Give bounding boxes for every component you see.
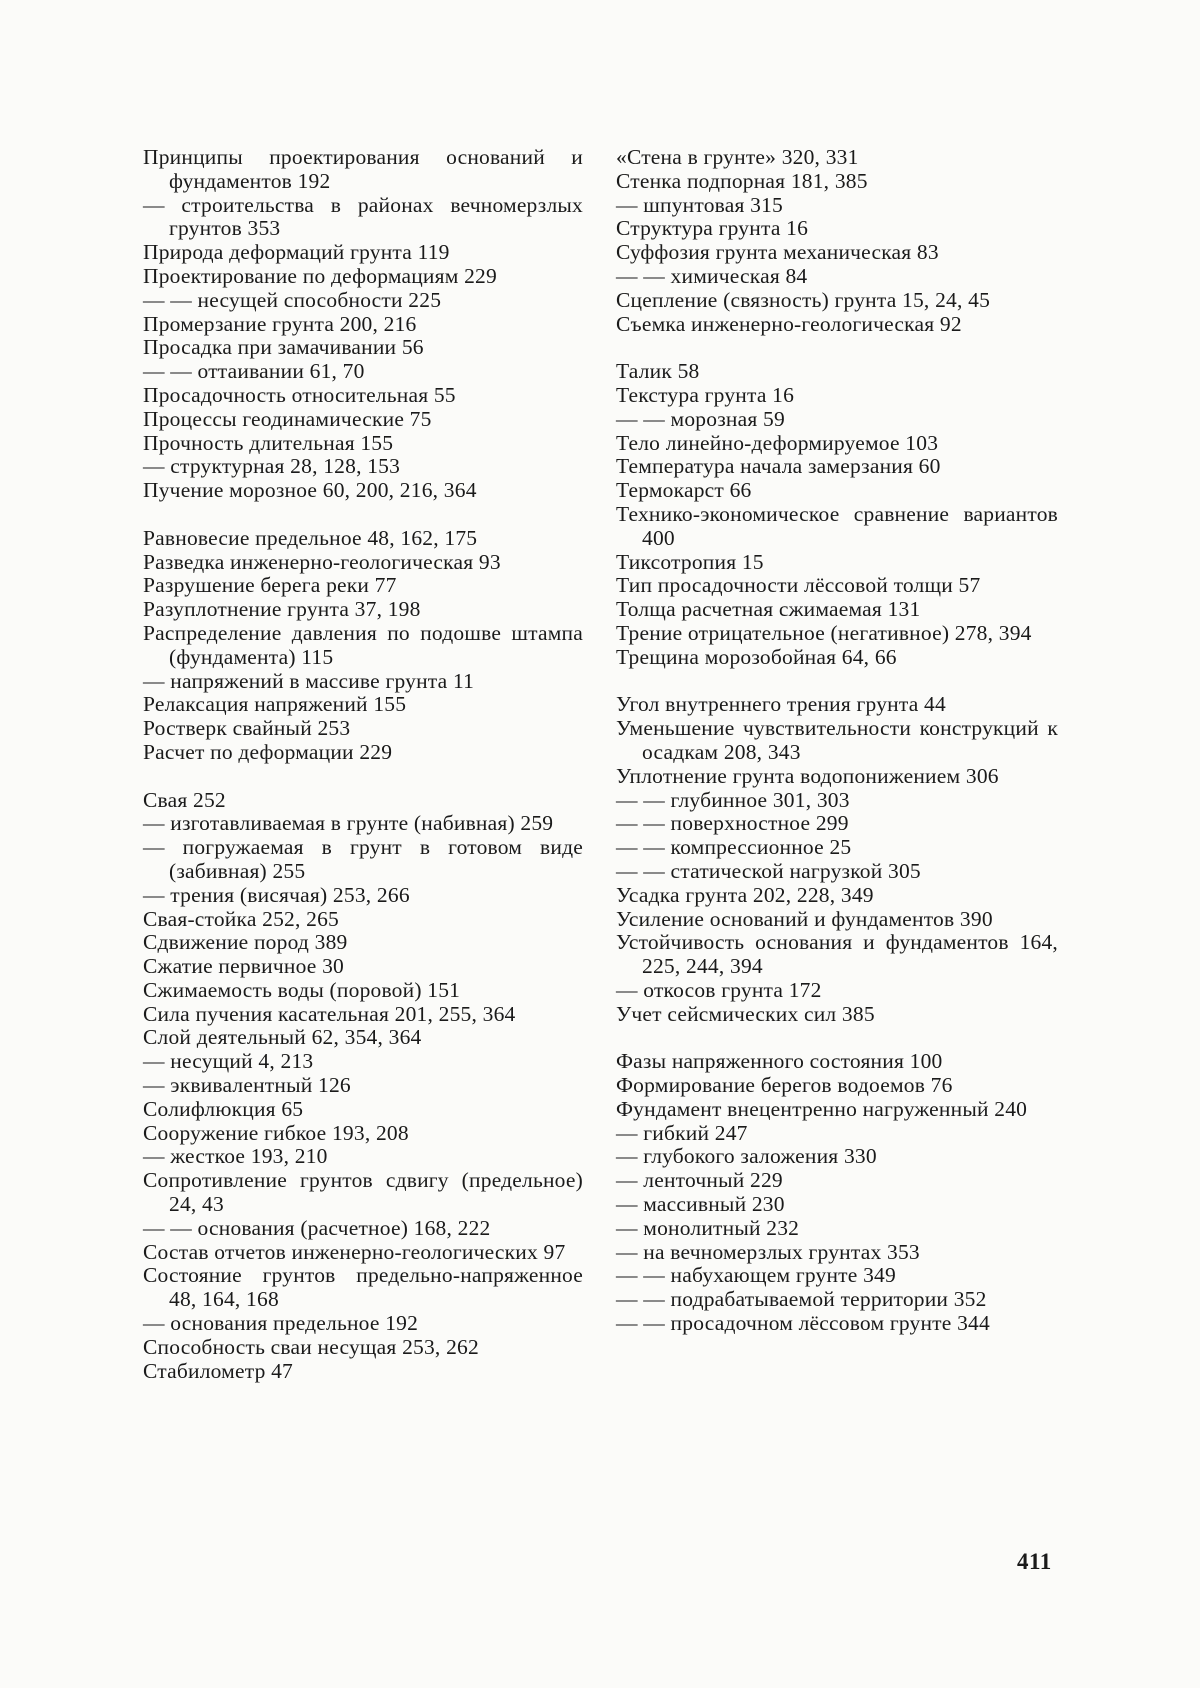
index-entry: Стенка подпорная 181, 385 [616, 168, 868, 193]
index-entry: Уменьшение чувствительности конструкций к осадкам 208, 343 [616, 716, 1058, 764]
index-column-right [616, 146, 1058, 1336]
index-entry: — — поверхностное 299 [616, 811, 849, 836]
index-entry: — — морозная 59 [616, 406, 785, 431]
index-entry: — шпунтовая 315 [616, 192, 783, 217]
index-entry: — гибкий 247 [616, 1120, 748, 1145]
index-entry: — глубокого заложения 330 [616, 1144, 877, 1169]
index-entry: — откосов грунта 172 [616, 977, 822, 1002]
index-entry: Съемка инженерно-геологическая 92 [616, 311, 962, 336]
index-entry: Разуплотнение грунта 37, 198 [143, 597, 421, 622]
index-entry: — жесткое 193, 210 [143, 1144, 328, 1169]
index-entry: Тип просадочности лёссовой толщи 57 [616, 573, 981, 598]
index-entry: Фундамент внецентренно нагруженный 240 [616, 1096, 1028, 1121]
index-entry: Структура грунта 16 [616, 216, 809, 241]
index-entry: «Стена в грунте» 320, 331 [616, 145, 859, 169]
index-entry: Способность сваи несущая 253, 262 [143, 1334, 479, 1359]
index-entry: Расчет по деформации 229 [143, 739, 393, 764]
index-entry: Трение отрицательное (негативное) 278, 394 [616, 620, 1032, 645]
index-entry: Сцепление (связность) грунта 15, 24, 45 [616, 287, 991, 312]
section-gap [143, 503, 583, 527]
index-entry: Технико-экономическое сравнение вариантов 400 [616, 501, 1058, 550]
index-entry: Свая 252 [143, 787, 226, 812]
index-entry: — монолитный 232 [616, 1215, 800, 1240]
index-entry: — погружаемая в грунт в готовом виде (забивная) 255 [143, 835, 583, 883]
index-entry: Релаксация напряжений 155 [143, 692, 407, 717]
index-entry: Усиление оснований и фундаментов 390 [616, 906, 993, 931]
index-entry: — эквивалентный 126 [143, 1073, 351, 1098]
section-gap [616, 1026, 1058, 1050]
index-entry: — — набухающем грунте 349 [616, 1263, 896, 1288]
index-entry: Солифлюкция 65 [143, 1096, 304, 1121]
index-entry: Просадочность относительная 55 [143, 382, 456, 407]
index-entry: Ростверк свайный 253 [143, 716, 351, 741]
section-gap [616, 670, 1058, 694]
index-entry: — массивный 230 [616, 1192, 785, 1217]
index-entry: Проектирование по деформациям 229 [143, 263, 497, 288]
index-entry: Просадка при замачивании 56 [143, 335, 424, 360]
section-gap [616, 336, 1058, 360]
index-entry: Термокарст 66 [616, 478, 752, 503]
index-entry: Состояние грунтов предельно-напряженное 48, 164, 168 [143, 1263, 583, 1312]
index-entry: Трещина морозобойная 64, 66 [616, 644, 897, 669]
index-entry: Состав отчетов инженерно-геологических 97 [143, 1239, 566, 1264]
index-entry: Уплотнение грунта водопонижением 306 [616, 763, 999, 788]
index-entry: Сила пучения касательная 201, 255, 364 [143, 1001, 516, 1026]
index-entry: — строительства в районах вечномерзлых грунтов 353 [143, 192, 583, 241]
index-entry: Тиксотропия 15 [616, 549, 764, 574]
index-entry: Талик 58 [616, 359, 700, 384]
index-entry: Толща расчетная сжимаемая 131 [616, 597, 921, 622]
index-entry: Учет сейсмических сил 385 [616, 1001, 875, 1026]
index-entry: Процессы геодинамические 75 [143, 406, 432, 431]
index-entry: Устойчивость основания и фундаментов 164, 225, 244, 394 [616, 930, 1058, 979]
index-entry: Стабилометр 47 [143, 1358, 294, 1383]
index-entry: — несущий 4, 213 [143, 1049, 314, 1074]
index-entry: — напряжений в массиве грунта 11 [143, 668, 475, 693]
index-entry: Природа деформаций грунта 119 [143, 240, 450, 265]
index-entry: — изготавливаемая в грунте (набивная) 259 [143, 811, 554, 836]
index-entry: — — основания (расчетное) 168, 222 [143, 1215, 491, 1240]
index-entry: — — статической нагрузкой 305 [616, 858, 921, 883]
section-gap [143, 765, 583, 789]
index-entry: Угол внутреннего трения грунта 44 [616, 692, 946, 717]
index-entry: Слой деятельный 62, 354, 364 [143, 1025, 422, 1050]
page-number: 411 [1017, 1549, 1052, 1574]
index-column-left [143, 146, 583, 1383]
index-entry: Равновесие предельное 48, 162, 175 [143, 525, 478, 550]
index-entry: — — несущей способности 225 [143, 287, 442, 312]
index-entry: Текстура грунта 16 [616, 382, 795, 407]
index-entry: — — оттаивании 61, 70 [143, 359, 365, 384]
index-entry: — основания предельное 192 [143, 1311, 419, 1336]
index-entry: Распределение давления по подошве штампа (фундамента) 115 [143, 620, 583, 669]
index-entry: — — просадочном лёссовом грунте 344 [616, 1311, 990, 1336]
index-entry: Сжатие первичное 30 [143, 954, 345, 979]
index-entry: Формирование берегов водоемов 76 [616, 1073, 953, 1098]
index-entry: Разрушение берега реки 77 [143, 573, 397, 598]
index-entry: Сооружение гибкое 193, 208 [143, 1120, 409, 1145]
index-entry: Суффозия грунта механическая 83 [616, 240, 939, 265]
index-entry: — — глубинное 301, 303 [616, 787, 850, 812]
index-entry: Сопротивление грунтов сдвигу (предельное) 24, 43 [143, 1168, 583, 1217]
index-entry: Тело линейно-деформируемое 103 [616, 430, 939, 455]
index-entry: — структурная 28, 128, 153 [143, 454, 401, 479]
index-entry: Сжимаемость воды (поровой) 151 [143, 977, 461, 1002]
index-entry: Температура начала замерзания 60 [616, 454, 941, 479]
index-entry: Промерзание грунта 200, 216 [143, 311, 417, 336]
index-entry: — — подрабатываемой территории 352 [616, 1287, 987, 1312]
index-entry: — — компрессионное 25 [616, 835, 852, 860]
index-entry: — ленточный 229 [616, 1168, 783, 1193]
index-entry: — на вечномерзлых грунтах 353 [616, 1239, 920, 1264]
index-entry: Пучение морозное 60, 200, 216, 364 [143, 478, 477, 503]
index-entry: Прочность длительная 155 [143, 430, 394, 455]
index-entry: — трения (висячая) 253, 266 [143, 882, 410, 907]
index-entry: — — химическая 84 [616, 263, 808, 288]
index-entry: Усадка грунта 202, 228, 349 [616, 882, 874, 907]
index-entry: Сдвижение пород 389 [143, 930, 348, 955]
index-entry: Свая-стойка 252, 265 [143, 906, 339, 931]
index-entry: Разведка инженерно-геологическая 93 [143, 549, 501, 574]
index-entry: Принципы проектирования оснований и фундаментов 192 [143, 145, 583, 193]
index-entry: Фазы напряженного состояния 100 [616, 1049, 943, 1074]
